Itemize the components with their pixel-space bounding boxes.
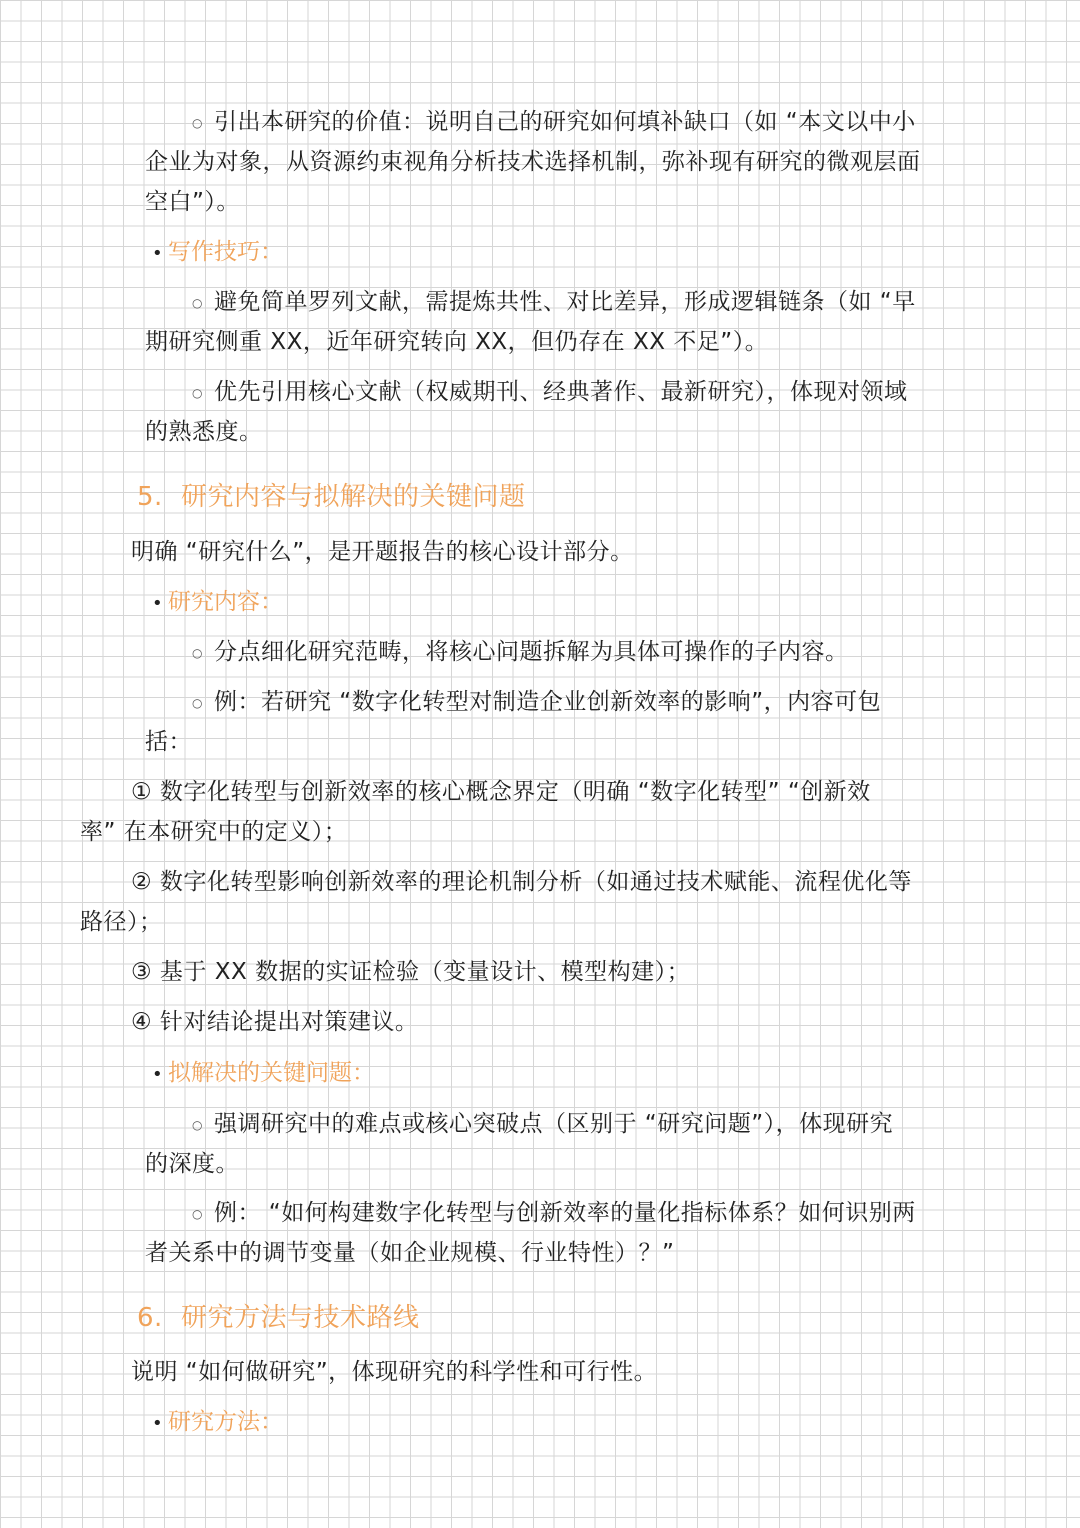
hollow-bullet-icon: ○ [192,645,203,660]
text-line: 分点细化研究范畴，将核心问题拆解为具体可操作的子内容。 [214,639,849,665]
section-heading-6 [137,1298,420,1338]
subheading-writing-tips: • 写作技巧： [152,232,283,274]
section-number: 5. [137,482,163,512]
text-line: 路径）； [80,909,163,935]
text-line: 企业为对象，从资源约束视角分析技术选择机制，弥补现有研究的微观层面 [145,149,921,175]
text-line: 例：若研究 “数字化转型对制造企业创新效率的影响”，内容可包 [214,689,882,715]
hollow-bullet-icon: ○ [192,115,203,130]
list-item [192,282,916,323]
text-line: 强调研究中的难点或核心突破点（区别于 “研究问题”），体现研究 [214,1111,894,1137]
subheading-key-problems: • 拟解决的关键问题： [152,1053,375,1095]
text-line: 优先引用核心文献（权威期刊、经典著作、最新研究），体现对领域 [214,379,908,405]
text-line: ② 数字化转型影响创新效率的理论机制分析（如通过技术赋能、流程优化等 [131,869,912,895]
text-line: 的深度。 [145,1151,239,1177]
list-item [192,1104,893,1145]
text-line: 率” 在本研究中的定义）； [80,819,348,845]
text-line: 空白”）。 [145,189,240,215]
subheading-research-content: • 研究内容： [152,582,283,624]
section-heading-5 [137,477,526,517]
bullet-icon: • [152,1064,163,1085]
list-item [192,632,849,673]
text-line: ③ 基于 XX 数据的实证检验（变量设计、模型构建）； [131,959,691,985]
text-line: 者关系中的调节变量（如企业规模、行业特性）？” [145,1240,675,1266]
text-line: ① 数字化转型与创新效率的核心概念界定（明确 “数字化转型” “创新效 [131,779,871,805]
text-line: 说明 “如何做研究”，体现研究的科学性和可行性。 [131,1359,658,1385]
bullet-icon: • [152,1413,163,1434]
hollow-bullet-icon: ○ [192,1206,203,1221]
section-title: 研究内容与拟解决的关键问题 [181,482,526,512]
list-item [192,372,908,413]
text-line: ④ 针对结论提出对策建议。 [131,1009,419,1035]
text-line: 明确 “研究什么”，是开题报告的核心设计部分。 [131,539,634,565]
text-line: 的熟悉度。 [145,419,263,445]
list-item [192,682,881,723]
subheading-research-methods: • 研究方法： [152,1402,283,1444]
section-title: 研究方法与技术路线 [181,1303,420,1333]
bullet-icon: • [152,243,163,264]
hollow-bullet-icon: ○ [192,695,203,710]
hollow-bullet-icon: ○ [192,295,203,310]
text-line: 引出本研究的价值：说明自己的研究如何填补缺口（如 “本文以中小 [214,109,916,135]
section-number: 6. [137,1303,163,1333]
text-line: 例： “如何构建数字化转型与创新效率的量化指标体系？如何识别两 [214,1200,916,1226]
text-line: 期研究侧重 XX，近年研究转向 XX，但仍存在 XX 不足”）。 [145,329,769,355]
hollow-bullet-icon: ○ [192,385,203,400]
list-item [192,102,916,143]
text-line: 避免简单罗列文献，需提炼共性、对比差异，形成逻辑链条（如 “早 [214,289,916,315]
hollow-bullet-icon: ○ [192,1117,203,1132]
text-line: 括： [145,729,192,755]
bullet-icon: • [152,593,163,614]
list-item [192,1193,916,1234]
